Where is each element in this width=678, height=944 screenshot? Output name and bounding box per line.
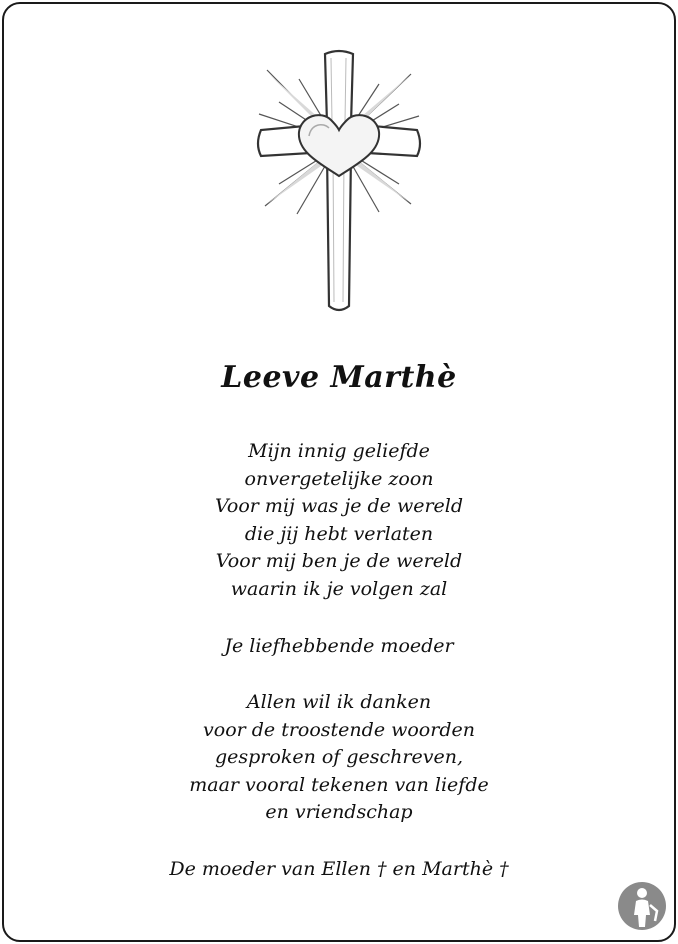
- poem-line: waarin ik je volgen zal: [230, 577, 448, 600]
- poem-line: Voor mij was je de wereld: [214, 495, 464, 518]
- footer-signature: [0, 856, 678, 884]
- person-logo-icon: [617, 881, 667, 931]
- poem: [0, 438, 678, 604]
- poem-line: Voor mij ben je de wereld: [215, 550, 463, 573]
- thanks-line: voor de troostende woorden: [203, 718, 475, 741]
- cross-with-heart-icon: [239, 44, 439, 318]
- thanks-text: [0, 689, 678, 827]
- mother-line: Je liefhebbende moeder: [224, 635, 454, 657]
- thanks-line: gesproken of geschreven,: [214, 746, 463, 769]
- thanks-line: Allen wil ik danken: [246, 691, 432, 713]
- footer-line: De moeder van Ellen † en Marthè †: [169, 858, 509, 880]
- poem-line: Mijn innig geliefde: [248, 440, 430, 462]
- mother-signature: [0, 633, 678, 661]
- poem-line: die jij hebt verlaten: [244, 522, 434, 545]
- thanks-line: maar vooral tekenen van liefde: [189, 773, 489, 796]
- page-title: Leeve Marthè: [221, 360, 457, 395]
- poem-line: onvergetelijke zoon: [244, 467, 434, 490]
- thanks-line: en vriendschap: [265, 801, 413, 824]
